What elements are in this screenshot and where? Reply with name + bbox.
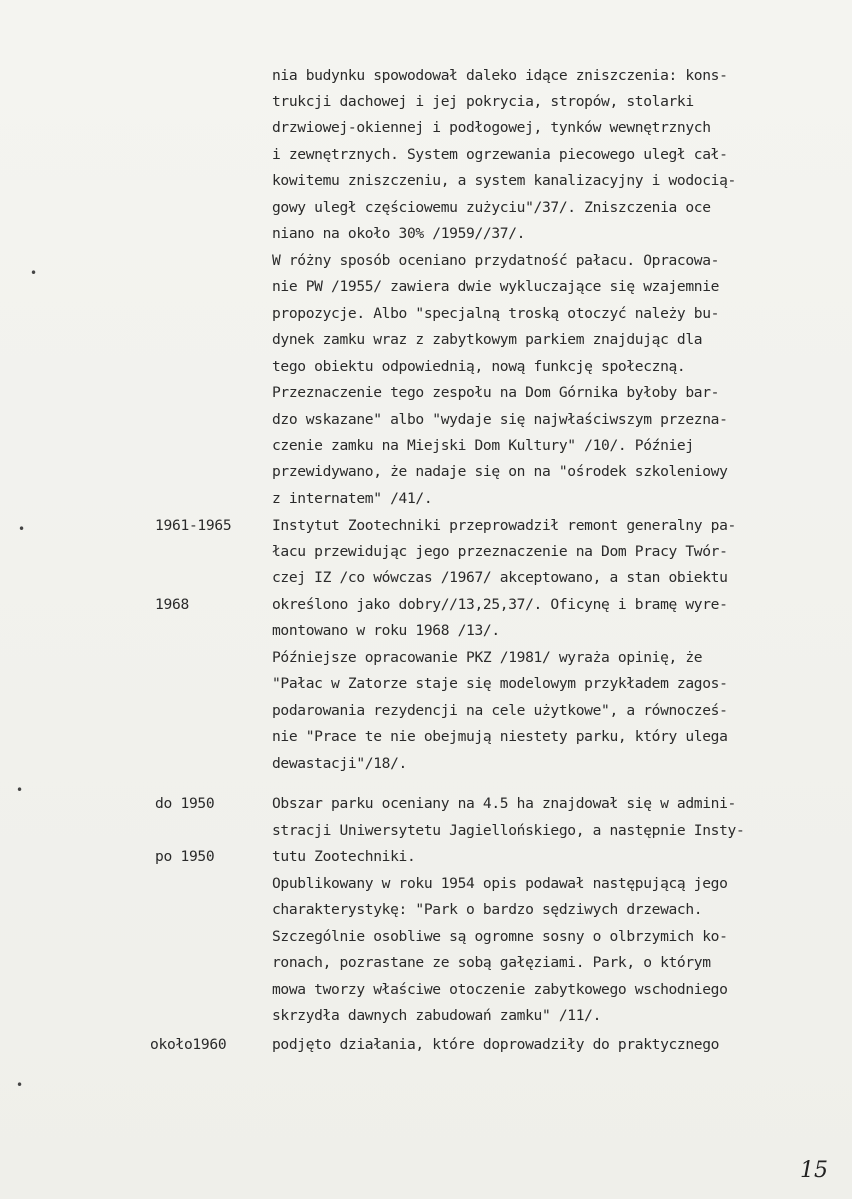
text-line: skrzydła dawnych zabudowań zamku" /11/. [272,1007,602,1024]
text-line: nie "Prace te nie obejmują niestety parku, który ulega [272,728,728,745]
text-line: Szczególnie osobliwe są ogromne sosny o olbrzymich ko- [272,928,728,945]
text-line: stracji Uniwersytetu Jagiellońskiego, a następnie Insty- [272,822,745,839]
text-line: i zewnętrznych. System ogrzewania piecowego uległ cał- [272,146,728,163]
binding-hole-mark: • [30,266,38,280]
text-line: łacu przewidując jego przeznaczenie na Dom Pracy Twór- [272,543,728,560]
text-line: czenie zamku na Miejski Dom Kultury" /10/. Później [272,437,694,454]
text-line: Opublikowany w roku 1954 opis podawał następującą jego [272,875,728,892]
text-line: przewidywano, że nadaje się on na "ośrodek szkoleniowy [272,463,728,480]
binding-hole-mark: • [16,783,24,797]
text-line: dzo wskazane" albo "wydaje się najwłaściwszym przezna- [272,411,728,428]
text-line: drzwiowej-okiennej i podłogowej, tynków wewnętrznych [272,119,711,136]
margin-date-1961-1965: 1961-1965 [155,517,232,534]
text-line: dynek zamku wraz z zabytkowym parkiem znajdując dla [272,331,703,348]
margin-date-po-1950: po 1950 [155,848,215,865]
text-line: dewastacji"/18/. [272,755,407,772]
text-line: kowitemu zniszczeniu, a system kanalizacyjny i wodocią- [272,172,736,189]
binding-hole-mark: • [18,522,26,536]
text-line: Obszar parku oceniany na 4.5 ha znajdował się w admini- [272,795,736,812]
text-line: Późniejsze opracowanie PKZ /1981/ wyraża opinię, że [272,649,703,666]
text-line: tego obiektu odpowiednią, nową funkcję społeczną. [272,358,686,375]
margin-date-do-1950: do 1950 [155,795,215,812]
text-line: niano na około 30% /1959//37/. [272,225,526,242]
page-number: 15 [800,1158,828,1183]
text-line: ronach, pozrastane ze sobą gałęziami. Park, o którym [272,954,711,971]
text-line: trukcji dachowej i jej pokrycia, stropów, stolarki [272,93,694,110]
text-line: nia budynku spowodował daleko idące zniszczenia: kons- [272,67,728,84]
text-line: propozycje. Albo "specjalną troską otoczyć należy bu- [272,305,720,322]
text-line: charakterystykę: "Park o bardzo sędziwych drzewach. [272,901,703,918]
text-line: montowano w roku 1968 /13/. [272,622,500,639]
margin-date-okolo-1960: około1960 [150,1036,227,1053]
text-line: podjęto działania, które doprowadziły do praktycznego [272,1036,720,1053]
text-line: "Pałac w Zatorze staje się modelowym przykładem zagos- [272,675,728,692]
text-line: W różny sposób oceniano przydatność pałacu. Opracowa- [272,252,720,269]
text-line: nie PW /1955/ zawiera dwie wykluczające się wzajemnie [272,278,720,295]
text-line: Przeznaczenie tego zespołu na Dom Górnika byłoby bar- [272,384,720,401]
text-line: gowy uległ częściowemu zużyciu"/37/. Zniszczenia oce [272,199,711,216]
text-line: określono jako dobry//13,25,37/. Oficynę i bramę wyre- [272,596,728,613]
text-line: mowa tworzy właściwe otoczenie zabytkowego wschodniego [272,981,728,998]
text-line: tutu Zootechniki. [272,848,416,865]
text-line: podarowania rezydencji na cele użytkowe", a równocześ- [272,702,728,719]
margin-date-1968: 1968 [155,596,189,613]
text-line: czej IZ /co wówczas /1967/ akceptowano, a stan obiektu [272,569,728,586]
binding-hole-mark: • [16,1078,24,1092]
text-line: Instytut Zootechniki przeprowadził remont generalny pa- [272,517,736,534]
text-line: z internatem" /41/. [272,490,433,507]
